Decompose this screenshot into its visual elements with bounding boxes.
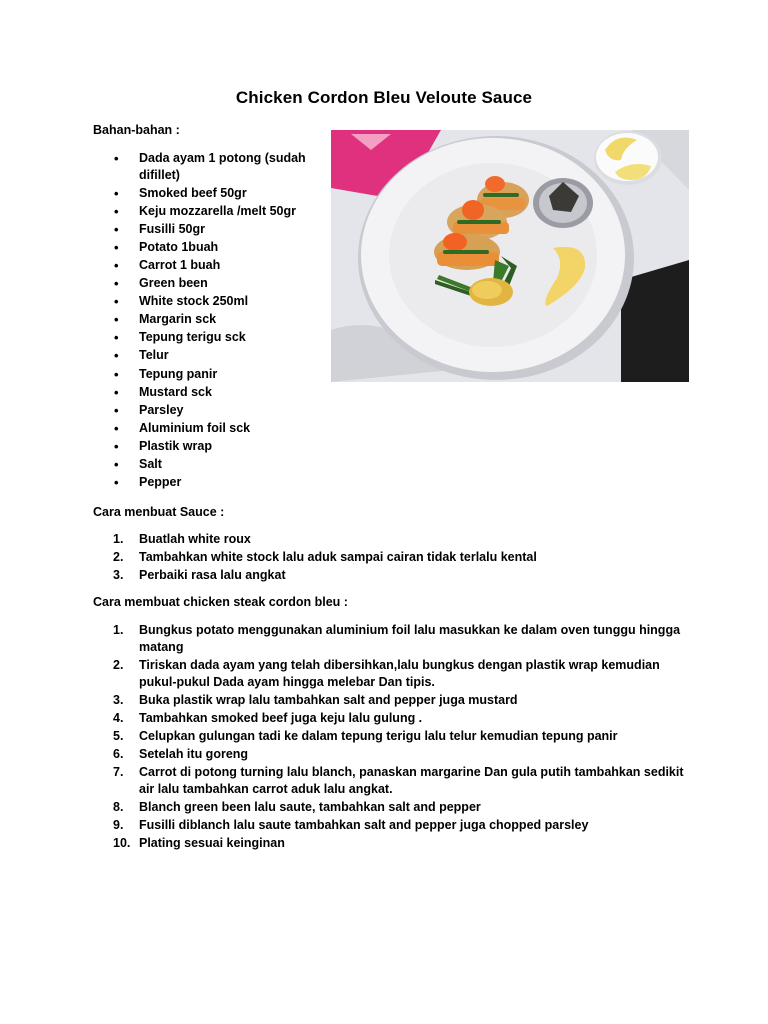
ingredients-list (93, 150, 308, 492)
steak-steps-list (93, 622, 693, 853)
ingredient-item: • Green been (93, 275, 308, 292)
ingredient-item: • Tepung panir (93, 366, 308, 383)
ingredient-item: • Parsley (93, 402, 308, 419)
steak-step: 8. Blanch green been lalu saute, tambahkan salt and pepper (113, 800, 481, 814)
sauce-steps-list (93, 531, 683, 585)
sauce-heading: Cara menbuat Sauce : (93, 505, 225, 519)
ingredient-item: • Keju mozzarella /melt 50gr (93, 203, 308, 220)
sauce-step: 1. Buatlah white roux (113, 532, 251, 546)
ingredient-item: • Carrot 1 buah (93, 257, 308, 274)
ingredient-item: • Mustard sck (93, 384, 308, 401)
ingredient-item: • Margarin sck (93, 311, 308, 328)
ingredient-item: • Telur (93, 347, 308, 364)
page-title: Chicken Cordon Bleu Veloute Sauce (235, 88, 533, 107)
dish-photo (331, 130, 689, 382)
steak-heading: Cara membuat chicken steak cordon bleu : (93, 595, 348, 609)
steak-step: 9. Fusilli diblanch lalu saute tambahkan salt and pepper juga chopped parsley (113, 818, 589, 832)
steak-step: 3. Buka plastik wrap lalu tambahkan salt and pepper juga mustard (113, 693, 518, 707)
steak-step: 7. Carrot di potong turning lalu blanch, panaskan margarine Dan gula putih tambahkan sedikit air lalu tambahkan carrot aduk lalu angkat. (113, 765, 684, 796)
ingredient-item: • Tepung terigu sck (93, 329, 308, 346)
ingredient-item: • Potato 1buah (93, 239, 308, 256)
ingredient-item: • Salt (93, 456, 308, 473)
ingredient-item: • Plastik wrap (93, 438, 308, 455)
steak-step: 10. Plating sesuai keinginan (113, 836, 285, 850)
sauce-step: 3. Perbaiki rasa lalu angkat (113, 568, 286, 582)
ingredients-heading: Bahan-bahan : (93, 123, 180, 137)
ingredient-item: • Dada ayam 1 potong (sudah difillet) (93, 150, 308, 184)
ingredient-item: • Smoked beef 50gr (93, 185, 308, 202)
steak-step: 4. Tambahkan smoked beef juga keju lalu gulung . (113, 711, 423, 725)
steak-step: 6. Setelah itu goreng (113, 747, 249, 761)
steak-step: 2. Tiriskan dada ayam yang telah dibersihkan,lalu bungkus dengan plastik wrap kemudian pukul-pukul Dada ayam hingga melebar Dan tipis. (113, 658, 660, 689)
steak-step: 1. Bungkus potato menggunakan aluminium foil lalu masukkan ke dalam oven tunggu hingga matang (113, 623, 681, 654)
ingredient-item: • Aluminium foil sck (93, 420, 308, 437)
sauce-step: 2. Tambahkan white stock lalu aduk sampai cairan tidak terlalu kental (113, 550, 537, 564)
ingredient-item: • Fusilli 50gr (93, 221, 308, 238)
ingredient-item: • Pepper (93, 474, 308, 491)
ingredient-item: • White stock 250ml (93, 293, 308, 310)
steak-step: 5. Celupkan gulungan tadi ke dalam tepung terigu lalu telur kemudian tepung panir (113, 729, 618, 743)
